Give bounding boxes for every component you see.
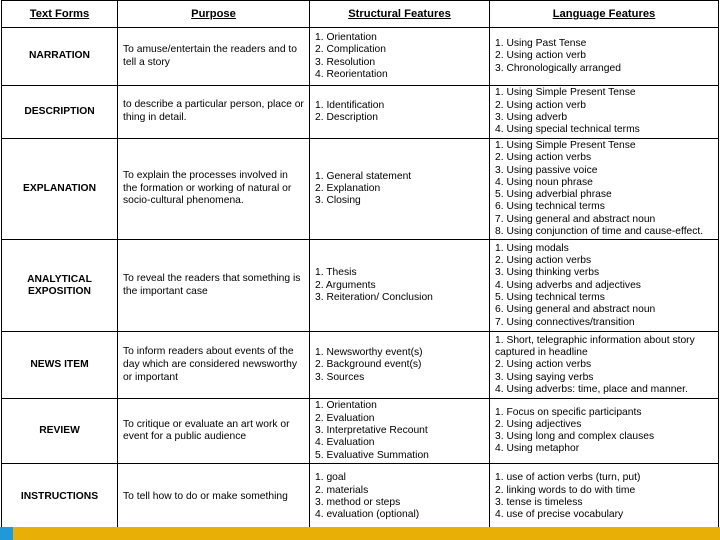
language-item: 6. Using general and abstract noun	[495, 304, 656, 316]
text-form-cell: INSTRUCTIONS	[2, 463, 118, 530]
text-form-cell: REVIEW	[2, 399, 118, 463]
structure-item: 1. Orientation	[315, 400, 377, 412]
language-item: 4. Using noun phrase	[495, 176, 593, 188]
structure-item: 2. materials	[315, 484, 369, 496]
language-item: 2. Using action verbs	[495, 255, 592, 267]
structure-cell	[310, 399, 490, 463]
structure-cell	[310, 139, 490, 240]
language-cell	[490, 463, 719, 530]
language-item: 2. Using action verb	[495, 99, 587, 111]
language-item: 5. Using adverbial phrase	[495, 189, 612, 201]
language-item: 1. Focus on specific participants	[495, 406, 642, 418]
language-item: 4. Using metaphor	[495, 443, 580, 455]
table-row	[2, 139, 719, 240]
language-item: 8. Using conjunction of time and cause-effect.	[495, 226, 704, 238]
language-item: 2. Using adjectives	[495, 418, 582, 430]
structure-item: 2. Background event(s)	[315, 359, 422, 371]
text-form-cell: ANALYTICAL EXPOSITION	[2, 240, 118, 332]
text-forms-table	[1, 0, 719, 531]
structure-item: 1. Thesis	[315, 267, 357, 279]
language-cell	[490, 332, 719, 399]
structure-item: 2. Description	[315, 112, 378, 123]
structure-item: 3. Closing	[315, 195, 361, 207]
language-item: 3. Chronologically arranged	[495, 62, 621, 74]
footer-accent	[0, 527, 13, 540]
language-item: 4. Using special technical terms	[495, 124, 640, 136]
structure-item: 3. Reiteration/ Conclusion	[315, 292, 433, 304]
language-cell	[490, 240, 719, 332]
language-item: 5. Using technical terms	[495, 292, 605, 304]
table-row	[2, 463, 719, 530]
language-item: 1. Using Simple Present Tense	[495, 87, 636, 99]
structure-item: 4. evaluation (optional)	[315, 509, 420, 521]
structure-item: 2. Explanation	[315, 183, 381, 195]
table-row	[2, 332, 719, 399]
text-form-cell: DESCRIPTION	[2, 86, 118, 139]
language-item: 4. Using adverbs: time, place and manner.	[495, 383, 688, 395]
language-item: 1. Using Simple Present Tense	[495, 140, 636, 151]
purpose-cell: to describe a particular person, place or thing in detail.	[118, 86, 310, 139]
language-item: 3. Using passive voice	[495, 164, 598, 176]
structure-cell	[310, 240, 490, 332]
language-item: 1. Using Past Tense	[495, 38, 587, 50]
header-purpose: Purpose	[118, 1, 310, 28]
language-item: 3. tense is timeless	[495, 496, 583, 508]
structure-item: 3. Interpretative Recount	[315, 424, 428, 436]
language-item: 7. Using general and abstract noun	[495, 213, 656, 225]
structure-cell	[310, 332, 490, 399]
header-row	[2, 1, 719, 28]
language-cell	[490, 86, 719, 139]
language-cell	[490, 399, 719, 463]
language-item: 2. linking words to do with time	[495, 484, 636, 496]
language-item: 1. use of action verbs (turn, put)	[495, 472, 641, 484]
language-item: 2. Using action verbs	[495, 359, 592, 371]
purpose-cell: To amuse/entertain the readers and to tell a story	[118, 28, 310, 86]
purpose-cell: To inform readers about events of the day which are considered newsworthy or important	[118, 332, 310, 399]
structure-item: 1. General statement	[315, 170, 412, 182]
language-item: 3. Using long and complex clauses	[495, 431, 655, 443]
language-item: 1. Short, telegraphic information about story captured in headline	[495, 334, 695, 358]
text-form-cell: EXPLANATION	[2, 139, 118, 240]
structure-item: 1. Identification	[315, 99, 385, 111]
structure-item: 1. Newsworthy event(s)	[315, 346, 423, 358]
structure-item: 5. Evaluative Summation	[315, 449, 429, 461]
language-item: 1. Using modals	[495, 242, 569, 254]
purpose-cell: To explain the processes involved in the formation or working of natural or socio-cultural phenomena.	[118, 139, 310, 240]
structure-item: 4. Reorientation	[315, 68, 388, 80]
language-item: 4. Using adverbs and adjectives	[495, 279, 641, 291]
structure-item: 4. Evaluation	[315, 437, 375, 449]
language-item: 3. Using adverb	[495, 112, 568, 123]
language-item: 2. Using action verb	[495, 50, 587, 62]
table-row	[2, 86, 719, 139]
structure-item: 3. Sources	[315, 371, 365, 383]
structure-item: 1. Orientation	[315, 31, 377, 43]
footer-bar	[0, 527, 720, 540]
structure-item: 2. Arguments	[315, 279, 376, 291]
language-item: 4. use of precise vocabulary	[495, 509, 624, 521]
purpose-cell: To critique or evaluate an art work or event for a public audience	[118, 399, 310, 463]
purpose-cell: To reveal the readers that something is the important case	[118, 240, 310, 332]
language-item: 7. Using connectives/transition	[495, 316, 635, 328]
table-row	[2, 28, 719, 86]
language-item: 2. Using action verbs	[495, 152, 592, 164]
language-cell	[490, 28, 719, 86]
language-item: 6. Using technical terms	[495, 201, 605, 213]
language-item: 3. Using thinking verbs	[495, 267, 600, 279]
table-row	[2, 399, 719, 463]
structure-item: 3. Resolution	[315, 56, 376, 68]
text-form-cell: NEWS ITEM	[2, 332, 118, 399]
structure-cell	[310, 86, 490, 139]
table-row	[2, 240, 719, 332]
structure-cell	[310, 28, 490, 86]
structure-cell	[310, 463, 490, 530]
structure-item: 3. method or steps	[315, 496, 401, 508]
header-language-features: Language Features	[490, 1, 719, 28]
header-structural-features: Structural Features	[310, 1, 490, 28]
text-form-cell: NARRATION	[2, 28, 118, 86]
header-text-forms: Text Forms	[2, 1, 118, 28]
structure-item: 2. Complication	[315, 44, 386, 56]
structure-item: 2. Evaluation	[315, 412, 375, 424]
purpose-cell: To tell how to do or make something	[118, 463, 310, 530]
language-item: 3. Using saying verbs	[495, 371, 594, 383]
structure-item: 1. goal	[315, 472, 346, 484]
language-cell	[490, 139, 719, 240]
